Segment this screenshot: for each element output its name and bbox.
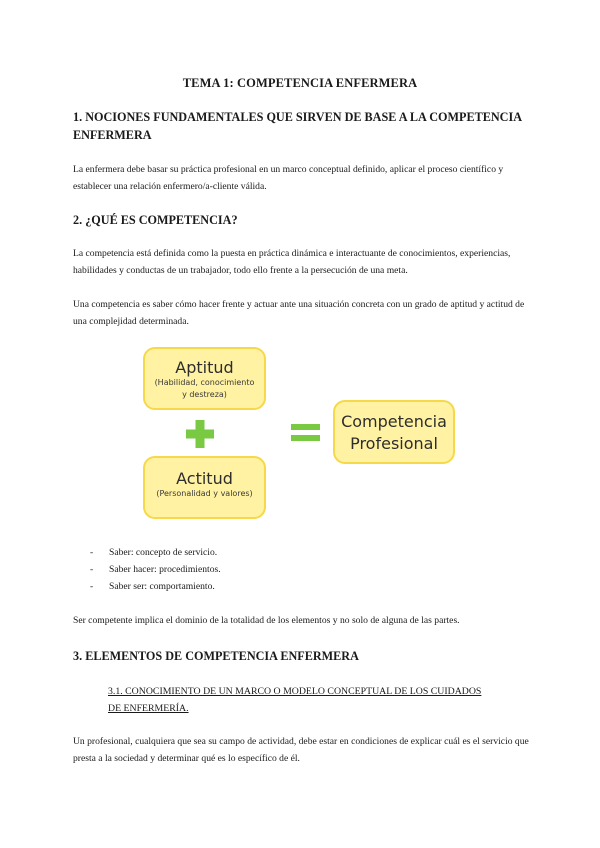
aptitud-detail-line-2: y destreza) xyxy=(182,390,227,399)
section-2-paragraph-2: Una competencia es saber cómo hacer frente y actuar ante una situación concreta con un grado de aptitud y actitud de una complejidad determinada. xyxy=(73,299,525,327)
actitud-box xyxy=(143,456,266,519)
plus-icon xyxy=(186,420,214,448)
section-3-paragraph: Un profesional, cualquiera que sea su campo de actividad, debe estar en condiciones de explicar cuál es el servicio que presta a la sociedad y determinar qué es lo específico de él. xyxy=(73,736,529,764)
section-3-1-subheading: 3.1. CONOCIMIENTO DE UN MARCO O MODELO CONCEPTUAL DE LOS CUIDADOS DE ENFERMERÍA. xyxy=(108,686,482,714)
actitud-label: Actitud xyxy=(176,469,233,488)
section-2-paragraph-1: La competencia está definida como la puesta en práctica dinámica e interactuante de conocimientos, experiencias, habilidades y conductas de un trabajador, todo ello frente a la persecución de una meta. xyxy=(73,248,511,276)
section-1-paragraph: La enfermera debe basar su práctica profesional en un marco conceptual definido, aplicar el proceso científico y establecer una relación enfermero/a-cliente válida. xyxy=(73,164,504,192)
section-2-heading: 2. ¿QUÉ ES COMPETENCIA? xyxy=(73,213,238,227)
list-item: - Saber ser: comportamiento. xyxy=(90,581,215,592)
aptitud-detail-line-1: (Habilidad, conocimiento xyxy=(154,378,255,387)
section-3-heading: 3. ELEMENTOS DE COMPETENCIA ENFERMERA xyxy=(73,649,359,663)
section-1-heading: 1. NOCIONES FUNDAMENTALES QUE SIRVEN DE BASE A LA COMPETENCIA ENFERMERA xyxy=(73,110,522,142)
result-line-1: Competencia xyxy=(341,412,447,431)
result-line-2: Profesional xyxy=(350,434,438,453)
aptitud-box xyxy=(143,347,266,410)
equals-icon xyxy=(291,424,320,442)
aptitud-label: Aptitud xyxy=(175,358,234,377)
actitud-detail: (Personalidad y valores) xyxy=(156,489,253,498)
list-item: - Saber: concepto de servicio. xyxy=(90,547,218,558)
document-title: TEMA 1: COMPETENCIA ENFERMERA xyxy=(182,76,418,90)
list-item: - Saber hacer: procedimientos. xyxy=(90,564,221,575)
competencia-profesional-box xyxy=(333,400,455,464)
section-2-closing: Ser competente implica el dominio de la totalidad de los elementos y no solo de alguna de las partes. xyxy=(73,615,460,626)
saber-list xyxy=(90,544,221,595)
